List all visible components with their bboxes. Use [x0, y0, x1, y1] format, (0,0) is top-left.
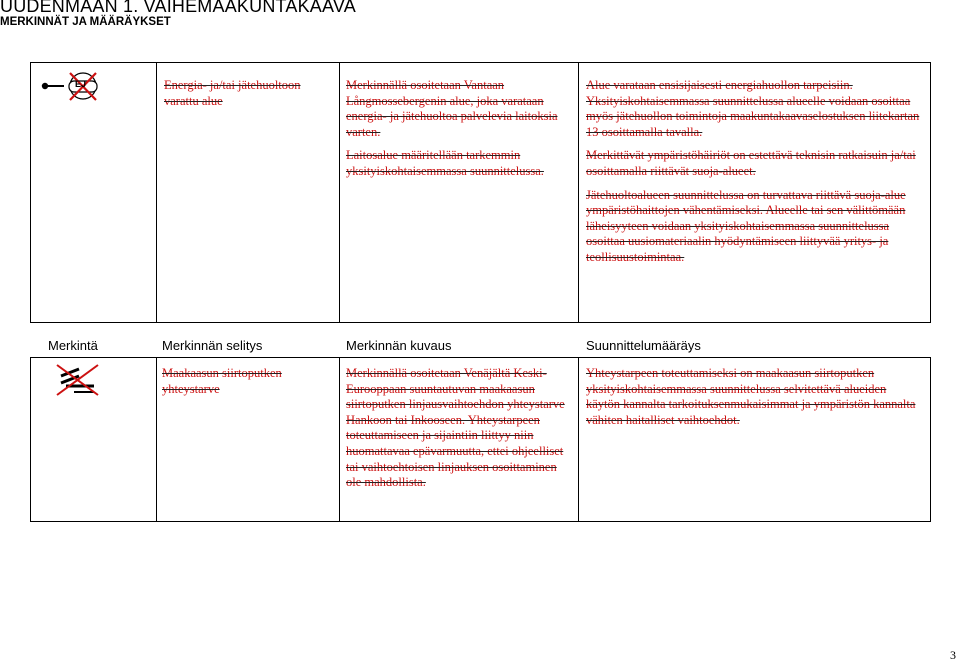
gas-row-divider-3 — [578, 357, 579, 521]
gas-row-regulation-p1: Yhteystarpeen toteuttamiseksi on maakaasun siirtoputken yksityiskohtaisemmassa suunnittelussa selvitettävä alueiden käytön kannalta tarkoituksenmukaisimmat ja ympäristön kannalta vähiten haitalliset vaihtoehdot. — [586, 366, 916, 427]
energy-row-divider-2 — [339, 62, 340, 322]
energy-row-description-p1: Merkinnällä osoitetaan Vantaan Långmossebergenin alue, joka varataan energia- ja jätehuoltoa palvelevia laitoksia varten. — [346, 78, 558, 139]
energy-row-name-text: Energia- ja/tai jätehuoltoon varattu alue — [164, 78, 301, 108]
energy-row-regulation — [586, 78, 924, 274]
gas-row-divider-2 — [339, 357, 340, 521]
header-selitys: Merkinnän selitys — [162, 338, 263, 353]
header-merkinta: Merkintä — [48, 338, 98, 353]
gas-row-divider-1 — [156, 357, 157, 521]
header-maarays: Suunnittelumääräys — [586, 338, 701, 353]
gas-row-regulation — [586, 366, 922, 436]
energy-row-regulation-p1: Alue varataan ensisijaisesti energiahuollon tarpeisiin. Yksityiskohtaisemmassa suunnittelussa alueelle voidaan osoittaa myös jätehuollon toimintoja maakuntakaavaselostuksen liitekartan 13 osoittamalla tavalla. — [586, 78, 920, 139]
gas-row-description-p1: Merkinnällä osoitetaan Venäjältä Keski-Eurooppaan suuntautuvan maakaasun siirtoputken linjausvaihtoehdon yhteystarve Hankoon tai Inkooseen. Yhteystarpeen toteuttamiseen ja sijaintiin liittyy niin huomattavaa epävarmuutta, ettei ohjeelliset tai vaihtoehtoisen linjauksen osoittaminen ole mahdollista. — [346, 366, 565, 490]
energy-row-regulation-p3: Jätehuoltoalueen suunnittelussa on turvattava riittävä suoja-alue ympäristöhaittojen vähentämiseksi. Alueelle tai sen välittömään läheisyyteen voidaan yksityiskohtaisemmassa suunnittelussa osoittaa uusiomateriaalin hyödyntämiseen liittyvää yritys- ja teollisuustoimintaa. — [586, 187, 906, 264]
gas-row-name-text: Maakaasun siirtoputken yhteystarve — [162, 366, 282, 396]
energy-row-description-p2: Laitosalue määritellään tarkemmin yksityiskohtaisemmassa suunnittelussa. — [346, 148, 544, 178]
document-title: UUDENMAAN 1. VAIHEMAAKUNTAKAAVA — [0, 0, 356, 16]
energy-row-name — [164, 78, 332, 117]
energy-row-divider-1 — [156, 62, 157, 322]
document-subtitle: MERKINNÄT JA MÄÄRÄYKSET — [0, 16, 171, 28]
energy-row-description — [346, 78, 572, 188]
page-number: 3 — [950, 648, 956, 662]
energy-area-symbol-label: EJ — [75, 79, 87, 89]
energy-area-symbol-icon — [40, 70, 104, 106]
energy-row-regulation-p2: Merkittävät ympäristöhäiriöt on estettävä teknisin ratkaisuin ja/tai osoittamalla riittävät suoja-alueet. — [586, 148, 916, 178]
header-kuvaus: Merkinnän kuvaus — [346, 338, 452, 353]
gas-pipeline-connection-icon — [54, 362, 102, 398]
gas-row-description — [346, 366, 572, 499]
gas-row-name — [162, 366, 332, 405]
energy-row-divider-3 — [578, 62, 579, 322]
